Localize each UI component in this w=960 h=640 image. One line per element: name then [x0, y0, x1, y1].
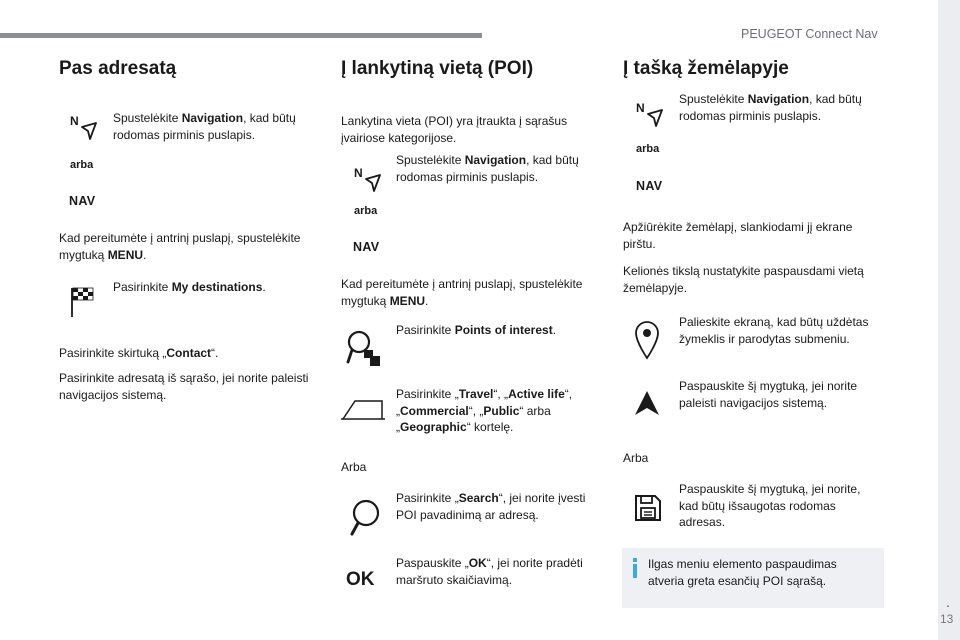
col2-menu-instruction: Kad pereitumėte į antrinį puslapį, spustelėkite mygtuką MENU.	[341, 277, 583, 308]
section-heading-poi: Į lankytiną vietą (POI)	[341, 58, 534, 79]
col2-arba: Arba	[341, 460, 367, 474]
col2-categories: Pasirinkite „Travel“, „Active life“, „Commercial“, „Public“ arba „Geographic“ kortelę.	[396, 387, 573, 434]
col3-save-address: Paspauskite šį mygtuką, jei norite, kad būtų išsaugotas rodomas adresas.	[679, 482, 861, 529]
section-heading-map-point: Į tašką žemėlapyje	[623, 58, 789, 79]
header-rule	[0, 33, 482, 38]
col3-step-navigation: Spustelėkite Navigation, kad būtų rodomas pirminis puslapis.	[679, 92, 862, 123]
page-edge-bar	[938, 0, 960, 640]
svg-text:N: N	[636, 101, 645, 115]
checkered-flag-icon	[70, 286, 96, 318]
col1-contact-tab: Pasirinkite skirtuką „Contact“.	[59, 346, 219, 360]
save-icon	[633, 493, 663, 523]
start-navigation-icon	[633, 389, 661, 417]
nav-button[interactable]: NAV	[636, 179, 663, 193]
page-number: 13	[940, 612, 954, 626]
info-icon	[632, 558, 638, 578]
search-icon	[348, 497, 382, 537]
map-pin-icon	[633, 320, 661, 360]
points-of-interest-icon	[346, 328, 382, 368]
navigation-arrow-icon	[70, 113, 98, 143]
col1-menu-instruction: Kad pereitumėte į antrinį puslapį, spustelėkite mygtuką MENU.	[59, 231, 301, 262]
section-heading-contact: Pas adresatą	[59, 58, 177, 79]
col2-ok: Paspauskite „OK“, jei norite pradėti maršruto skaičiavimą.	[396, 556, 583, 587]
col3-select-point: Kelionės tikslą nustatykite paspausdami vietą žemėlapyje.	[623, 264, 864, 295]
arba-label: arba	[70, 159, 94, 171]
svg-text:N: N	[354, 166, 363, 180]
ok-button[interactable]: OK	[346, 569, 375, 590]
col2-step-navigation: Spustelėkite Navigation, kad būtų rodomas pirminis puslapis.	[396, 153, 579, 184]
navigation-arrow-icon	[636, 100, 664, 130]
col2-intro: Lankytina vieta (POI) yra įtraukta į sąrašus įvairiose kategorijose.	[341, 114, 568, 145]
nav-button[interactable]: NAV	[69, 194, 96, 208]
svg-text:N: N	[70, 114, 79, 128]
col2-search: Pasirinkite „Search“, jei norite įvesti POI pavadinimą ar adresą.	[396, 491, 586, 522]
header-title: PEUGEOT Connect Nav	[741, 27, 878, 41]
info-tip-box	[622, 548, 884, 608]
col1-select-contact: Pasirinkite adresatą iš sąrašo, jei norite paleisti navigacijos sistemą.	[59, 371, 309, 402]
nav-button[interactable]: NAV	[353, 240, 380, 254]
col3-touch-screen: Palieskite ekraną, kad būtų uždėtas žymeklis ir parodytas submeniu.	[679, 315, 869, 346]
category-tab-icon	[340, 398, 386, 422]
page-dot: .	[946, 594, 950, 610]
info-tip-text: Ilgas meniu elemento paspaudimas atveria greta esančių POI sąrašą.	[648, 557, 837, 588]
col2-points-of-interest: Pasirinkite Points of interest.	[396, 323, 557, 337]
navigation-arrow-icon	[354, 165, 382, 195]
col3-arba: Arba	[623, 451, 649, 465]
col1-step-navigation: Spustelėkite Navigation, kad būtų rodomas pirminis puslapis.	[113, 111, 296, 142]
arba-label: arba	[354, 205, 378, 217]
col1-my-destinations: Pasirinkite My destinations.	[113, 280, 266, 294]
col3-browse-map: Apžiūrėkite žemėlapį, slankiodami jį ekrane pirštu.	[623, 220, 853, 251]
col3-start-navigation: Paspauskite šį mygtuką, jei norite paleisti navigacijos sistemą.	[679, 379, 858, 410]
arba-label: arba	[636, 143, 660, 155]
